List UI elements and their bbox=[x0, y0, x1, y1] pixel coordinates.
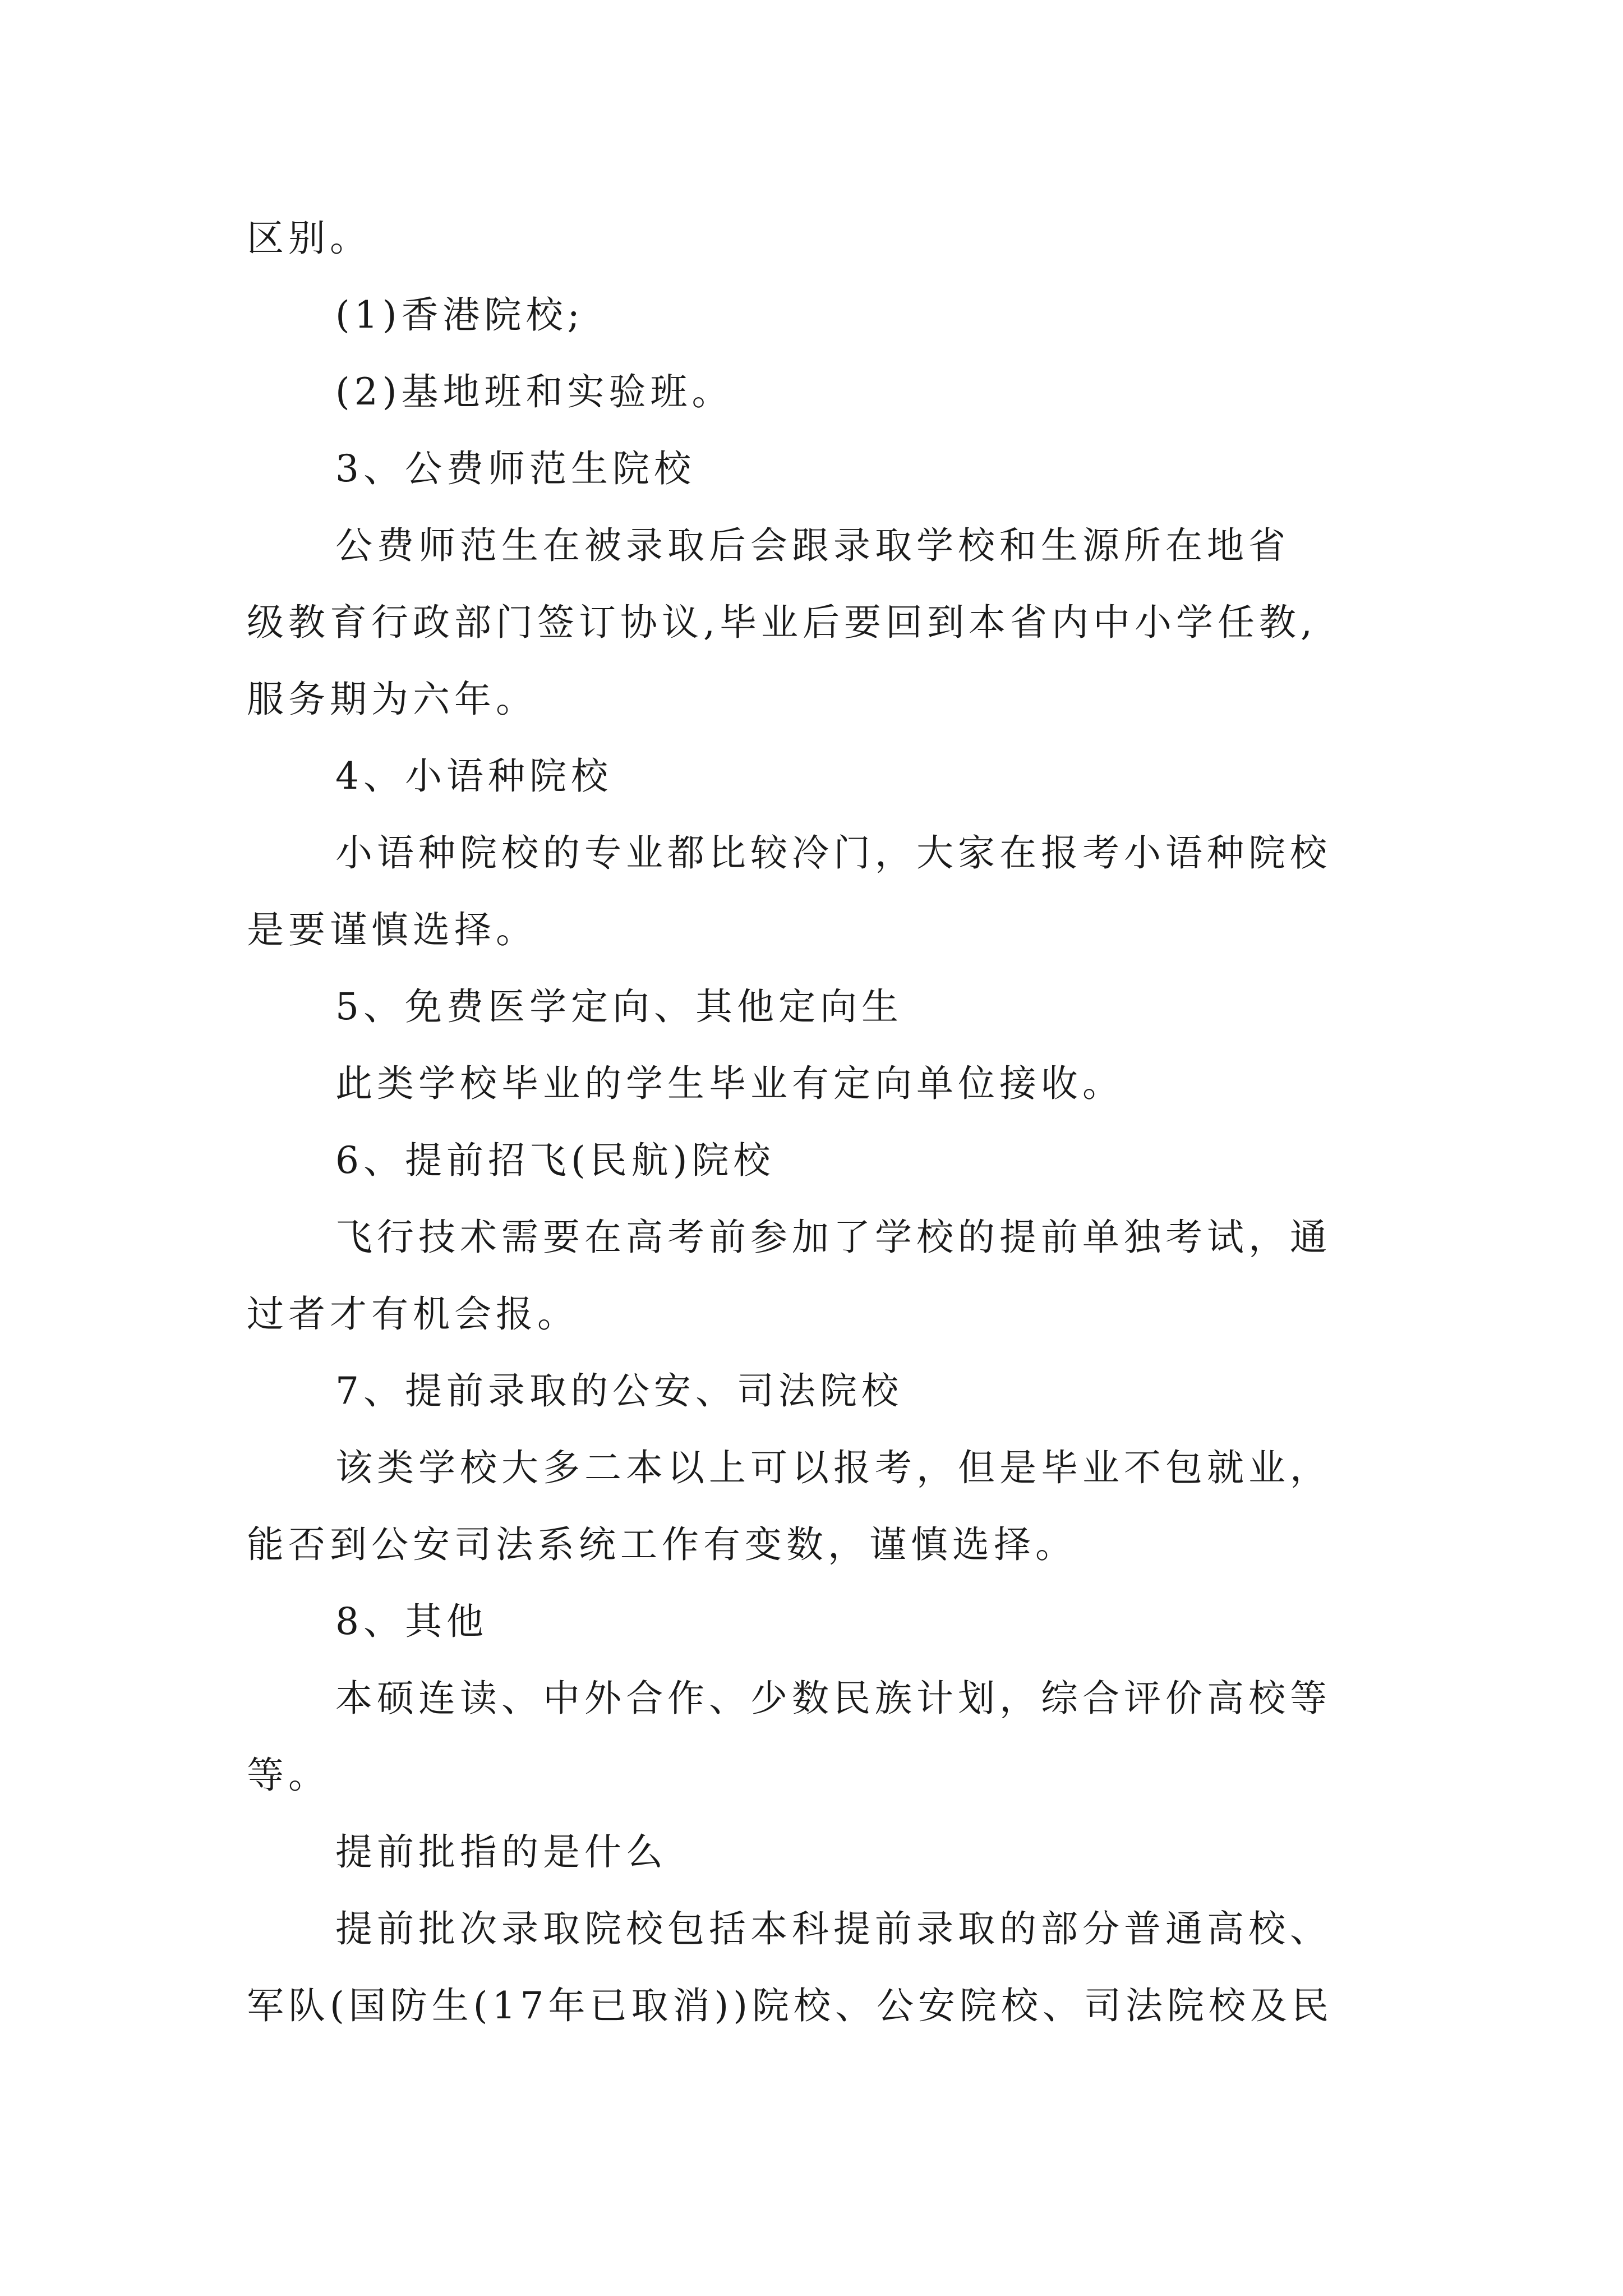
text-line-10: 是要谨慎选择。 bbox=[247, 908, 537, 951]
text-line-3: (2)基地班和实验班。 bbox=[335, 370, 734, 413]
text-line-5: 公费师范生在被录取后会跟录取学校和生源所在地省 bbox=[335, 524, 1290, 567]
text-line-14: 飞行技术需要在高考前参加了学校的提前单独考试，通 bbox=[335, 1216, 1331, 1259]
text-line-15: 过者才有机会报。 bbox=[247, 1292, 579, 1336]
text-line-13: 6、提前招飞(民航)院校 bbox=[335, 1139, 775, 1182]
text-line-20: 本硕连读、中外合作、少数民族计划，综合评价高校等 bbox=[335, 1677, 1331, 1720]
text-line-7: 服务期为六年。 bbox=[247, 678, 537, 721]
text-line-17: 该类学校大多二本以上可以报考，但是毕业不包就业， bbox=[335, 1446, 1331, 1489]
text-line-23: 提前批次录取院校包括本科提前录取的部分普通高校、 bbox=[335, 1907, 1331, 1950]
text-line-2: (1)香港院校; bbox=[335, 293, 584, 337]
text-line-12: 此类学校毕业的学生毕业有定向单位接收。 bbox=[335, 1062, 1124, 1105]
text-line-16: 7、提前录取的公安、司法院校 bbox=[335, 1369, 903, 1412]
text-line-11: 5、免费医学定向、其他定向生 bbox=[335, 985, 903, 1028]
text-line-9: 小语种院校的专业都比较冷门，大家在报考小语种院校 bbox=[335, 831, 1331, 875]
text-line-18: 能否到公安司法系统工作有变数，谨慎选择。 bbox=[247, 1523, 1077, 1566]
text-line-1: 区别。 bbox=[247, 217, 371, 260]
text-line-4: 3、公费师范生院校 bbox=[335, 447, 695, 490]
text-line-21: 等。 bbox=[247, 1754, 330, 1797]
text-line-19: 8、其他 bbox=[335, 1600, 488, 1643]
text-line-6: 级教育行政部门签订协议,毕业后要回到本省内中小学任教, bbox=[247, 601, 1317, 644]
text-line-8: 4、小语种院校 bbox=[335, 754, 612, 798]
text-line-22: 提前批指的是什么 bbox=[335, 1830, 667, 1874]
text-line-24: 军队(国防生(17年已取消))院校、公安院校、司法院校及民 bbox=[247, 1984, 1333, 2027]
